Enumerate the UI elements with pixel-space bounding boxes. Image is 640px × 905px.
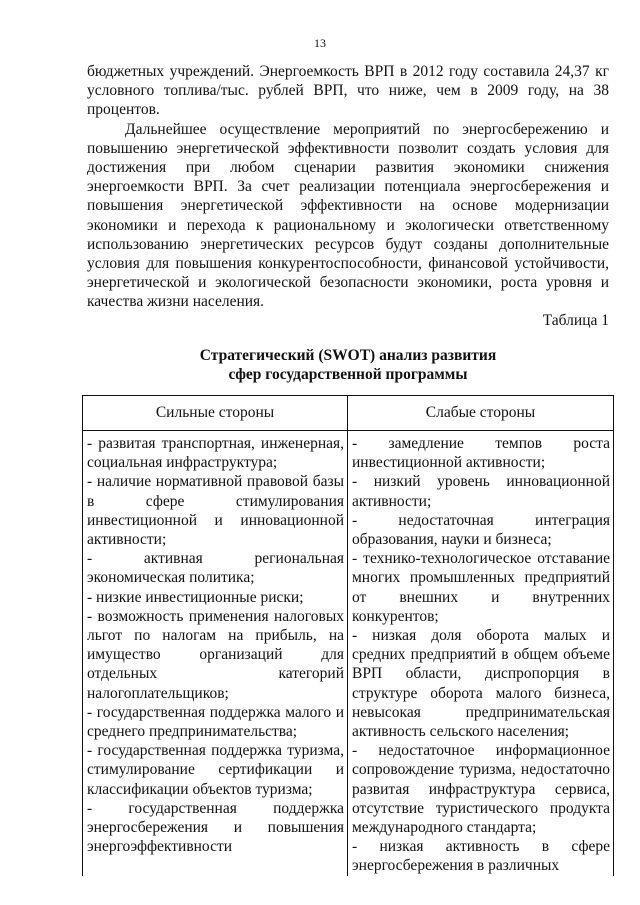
weakness-item: - низкий уровень инновационной активности; bbox=[352, 473, 610, 510]
paragraph-1: бюджетных учреждений. Энергоемкость ВРП в 2012 году составила 24,37 кг условного топлива/тыс. рублей ВРП, что ниже, чем в 2009 году, на 38 процентов. bbox=[87, 63, 609, 119]
strengths-cell bbox=[83, 431, 348, 876]
weakness-item: - низкая активность в сфере энергосбережения в различных bbox=[352, 838, 610, 875]
strength-item: - активная региональная экономическая политика; bbox=[87, 550, 344, 587]
page-number: 13 bbox=[314, 36, 326, 50]
strength-item: - развитая транспортная, инженерная, социальная инфраструктура; bbox=[87, 435, 344, 472]
table-row bbox=[83, 431, 614, 876]
swot-table bbox=[82, 395, 614, 876]
table-label: Таблица 1 bbox=[542, 312, 609, 329]
header-strengths: Сильные стороны bbox=[83, 396, 348, 431]
weakness-item: - низкая доля оборота малых и средних предприятий в общем объеме ВРП области, диспропорция в структуре оборота малого бизнеса, невысокая предпринимательская активность сельского населения; bbox=[352, 627, 610, 741]
weakness-item: - замедление темпов роста инвестиционной активности; bbox=[352, 435, 610, 472]
weakness-item: - недостаточная интеграция образования, науки и бизнеса; bbox=[352, 511, 610, 549]
table-title-line-1: Стратегический (SWOT) анализ развития bbox=[199, 347, 497, 364]
strength-item: - государственная поддержка энергосбережения и повышения энергоэффективности bbox=[87, 799, 344, 856]
strength-item: - возможность применения налоговых льгот по налогам на прибыль, на имущество организаций для отдельных категорий налогоплательщиков; bbox=[87, 607, 344, 702]
table-title-line-2: сфер государственной программы bbox=[228, 366, 468, 383]
body-text bbox=[87, 62, 609, 312]
strength-item: - наличие нормативной правовой базы в сфере стимулирования инвестиционной и инновационной активности; bbox=[87, 473, 344, 549]
table-header-row bbox=[83, 396, 614, 431]
strength-item: - низкие инвестиционные риски; bbox=[87, 588, 304, 606]
weaknesses-cell bbox=[348, 431, 614, 876]
strength-item: - государственная поддержка малого и среднего предпринимательства; bbox=[87, 703, 344, 741]
weakness-item: - технико-технологическое отставание многих промышленных предприятий от внешних и внутренних конкурентов; bbox=[352, 550, 610, 625]
table-title bbox=[87, 346, 609, 384]
header-weaknesses: Слабые стороны bbox=[348, 396, 614, 431]
strength-item: - государственная поддержка туризма, стимулирование сертификации и классификации объектов туризма; bbox=[87, 742, 344, 798]
weakness-item: - недостаточное информационное сопровождение туризма, недостаточно развитая инфраструктура сервиса, отсутствие туристического продукта международного стандарта; bbox=[352, 742, 610, 837]
paragraph-2: Дальнейшее осуществление мероприятий по энергосбережению и повышению энергетической эффективности позволит создать условия для достижения при любом сценарии развития экономики снижения энергоемкости ВРП. За счет реализации потенциала энергосбережения и повышения энергетической эффективности на основе модернизации экономики и перехода к рациональному и экологически ответственному использованию энергетических ресурсов будут созданы дополнительные условия для повышения конкурентоспособности, финансовой устойчивости, энергетической и экологической безопасности экономики, роста уровня и качества жизни населения. bbox=[87, 120, 609, 311]
